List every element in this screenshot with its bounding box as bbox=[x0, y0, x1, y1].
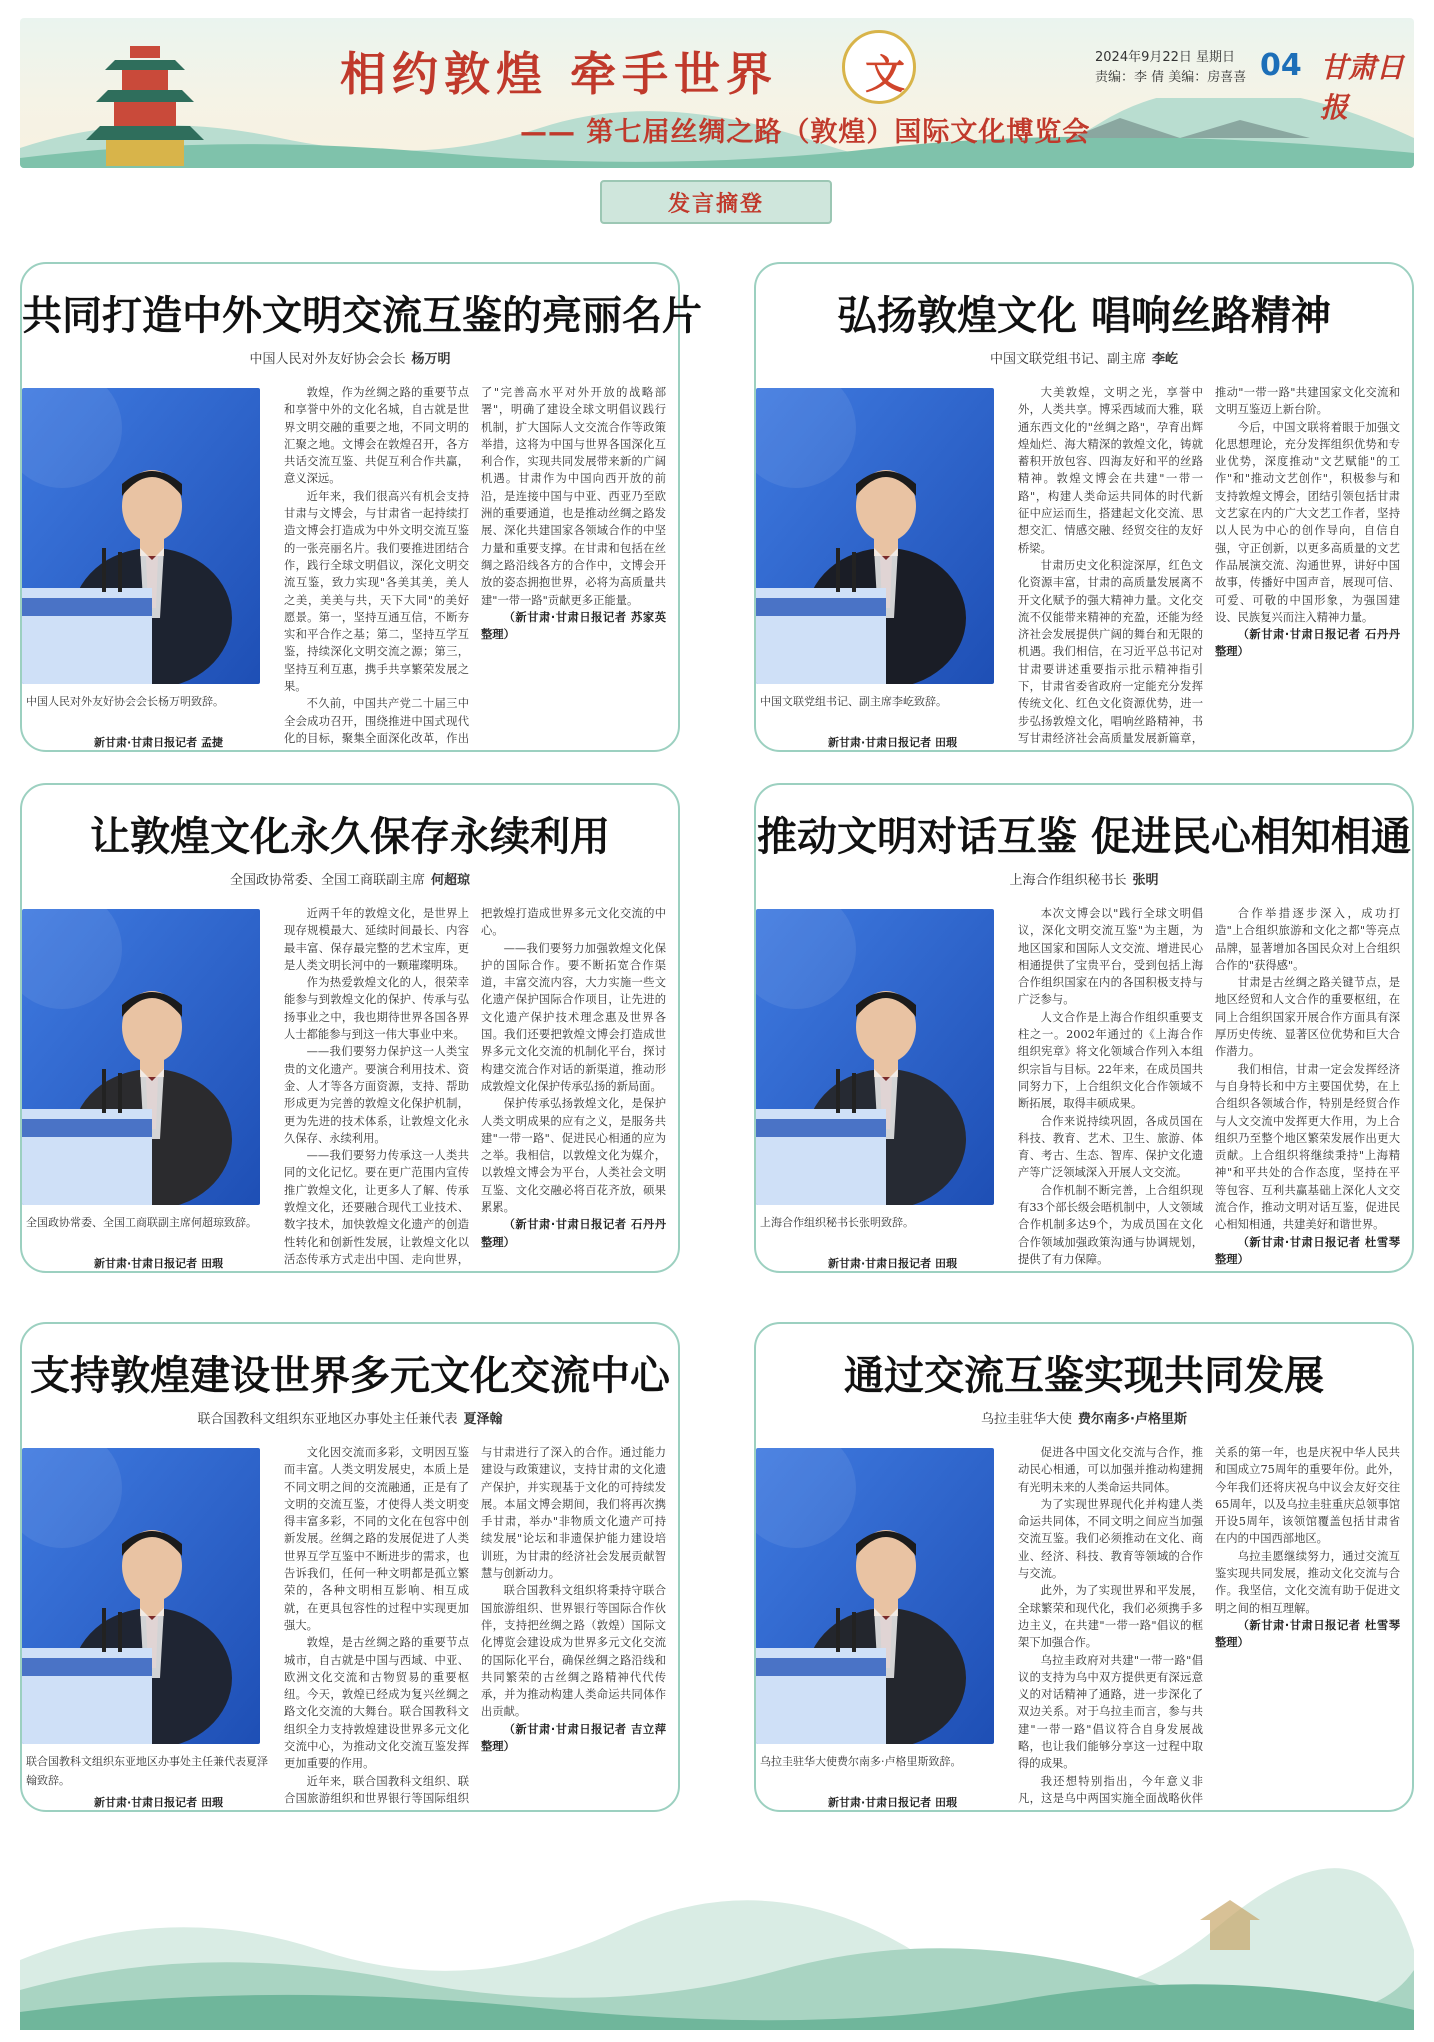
article-panel bbox=[20, 262, 702, 752]
photo-caption: 中国人民对外友好协会会长杨万明致辞。 bbox=[26, 695, 224, 708]
body-paragraph: ——我们要努力加强敦煌文化保护的国际合作。要不断拓宽合作渠道，丰富交流内容，大力实施一些文化遗产保护国际合作项目，让先进的文化遗产保护技术理念惠及世界各国。我们还要把敦煌文博会打造成世界多元文化交流的机制化平台，探讨构建交流合作对话的新渠道，推动形成敦煌文化保护传承弘扬的新局面。 bbox=[481, 941, 666, 1093]
section-label-text: 发言摘登 bbox=[667, 191, 764, 217]
speaker-illustration bbox=[756, 909, 994, 1205]
article-headline: 弘扬敦煌文化 唱响丝路精神 bbox=[837, 293, 1331, 339]
article-body bbox=[284, 1444, 666, 1810]
body-paragraph: 促进各中国文化交流与合作，推动民心相通，可以加强并推动构建拥有光明未来的人类命运共同体。 bbox=[1018, 1446, 1203, 1494]
body-paragraph: 合作来说持续巩固，各成员国在科技、教育、艺术、卫生、旅游、体育、考古、生态、智库、保护文化遗产等广泛领域深入开展人文交流。 bbox=[1018, 1114, 1203, 1180]
body-paragraph: 敦煌，是古丝绸之路的重要节点城市，自古就是中国与西域、中亚、欧洲文化交流和古物贸易的重要枢纽。今天，敦煌已经成为复兴丝绸之路文化交流的大舞台。联合国教科文组织全力支持敦煌建设世界多元文化交流中心，为推动文化交流互鉴发挥更加重要的作用。 bbox=[284, 1636, 469, 1771]
body-paragraph: 乌拉圭政府对共建"一带一路"倡议的支持为乌中双方提供更有深远意义的对话精神了通路，进一步深化了双边关系。对于乌拉圭而言，参与共建"一带一路"倡议符合自身发展战略，也让我们能够分享这一过程中取得的成果。 bbox=[1018, 1653, 1203, 1771]
article-byline bbox=[756, 1408, 1412, 1427]
article-body bbox=[284, 384, 666, 750]
body-paragraph: 文化因交流而多彩，文明因互鉴而丰富。人类文明发展史，本质上是不同文明之间的交流融通，正是有了文明的交流互鉴，才使得人类文明变得丰富多彩，不同的文化在包容中创新发展。丝绸之路的发展促进了人类世界互学互鉴中不断进步的需求，也告诉我们，任何一种文明都是孤立繁荣的，各种文明相互影响、相互成就，在更具包容性的过程中实现更加强大。 bbox=[284, 1446, 469, 1632]
body-paragraph: 甘肃是古丝绸之路关键节点，是地区经贸和人文合作的重要枢纽，在同上合组织国家开展合作方面具有深厚历史传统、显著区位优势和巨大合作潜力。 bbox=[1215, 976, 1400, 1059]
pagoda-illustration bbox=[70, 26, 220, 166]
speaker-photo bbox=[756, 1448, 994, 1744]
body-paragraph: ——我们要努力传承这一人类共同的文化记忆。要在更广范围内宣传推广敦煌文化，让更多人了解、传承敦煌文化，还要融合现代工业技术、数字技术，加快敦煌文化遗产的创造性转化和创新性发展，让敦煌文化以活态传承方式走出中国、走向世界，把敦煌打造成世界多元文化交流的中心。 bbox=[284, 907, 666, 1266]
landscape-footer-illustration bbox=[20, 1840, 1414, 2030]
body-paragraph: 合作机制不断完善，上合组织现有33个部长级会晤机制中，人文领域合作机制多达9个，为成员国在文化合作领域加强政策沟通与协调规划，提供了有力保障。 bbox=[1018, 1183, 1203, 1266]
body-paragraph: 乌拉圭愿继续努力，通过交流互鉴实现共同发展，推动文化交流与合作。我坚信，文化交流有助于促进文明之间的相互理解。 bbox=[1215, 1549, 1400, 1615]
article-headline: 共同打造中外文明交流互鉴的亮丽名片 bbox=[22, 293, 702, 339]
article-panel bbox=[754, 1322, 1414, 1812]
speaker-photo bbox=[756, 388, 994, 684]
body-paragraph: 我们相信，甘肃一定会发挥经济与自身特长和中方主要国优势，在上合组织各领域合作，特别是经贸合作与人文交流中发挥更大作用，为上合组织乃至整个地区繁荣发展作出更大贡献。上合组织将继续秉持"上海精神"和平共处的合作态度，坚持在平等包容、互利共赢基础上深化人文交流合作，推动文明对话互鉴，促进民心相知相通，共建美好和谐世界。 bbox=[1215, 1062, 1400, 1232]
photo-credit: 新甘肃·甘肃日报记者 田瑕 bbox=[828, 736, 958, 749]
article-signoff: （新甘肃·甘肃日报记者 石丹丹 整理） bbox=[481, 1218, 666, 1249]
author-name: 李屹 bbox=[1152, 352, 1179, 367]
speaker-photo bbox=[22, 1448, 260, 1744]
speaker-illustration bbox=[22, 388, 260, 684]
article-body bbox=[1018, 905, 1400, 1271]
body-paragraph: 保护传承弘扬敦煌文化，是保护人类文明成果的应有之义，是服务共建"一带一路"、促进民心相通的应为之举。我相信，以敦煌文化为媒介，以敦煌文博会为平台，人类社会文明互鉴、文化交融必将百花齐放，硕果累累。 bbox=[481, 1097, 666, 1215]
article-body bbox=[284, 905, 666, 1271]
article-byline bbox=[756, 348, 1412, 367]
speaker-photo bbox=[22, 388, 260, 684]
body-paragraph: 本次文博会以"践行全球文明倡议，深化文明交流互鉴"为主题，为地区国家和国际人文交流、增进民心相通提供了宝贵平台，受到包括上海合作组织国家在内的各国积极支持与广泛参与。 bbox=[1018, 907, 1203, 1007]
speaker-illustration bbox=[756, 388, 994, 684]
photo-credit: 新甘肃·甘肃日报记者 田瑕 bbox=[828, 1257, 958, 1270]
author-role: 全国政协常委、全国工商联副主席 bbox=[229, 873, 425, 888]
article-panel bbox=[754, 262, 1414, 752]
editor-credits: 责编：李 倩 美编：房喜喜 bbox=[1095, 70, 1247, 85]
body-paragraph: 甘肃历史文化积淀深厚，红色文化资源丰富，甘肃的高质量发展离不开文化赋予的强大精神力量。文化交流不仅能带来精神的充盈，还能为经济社会发展提供广阔的舞台和无限的机遇。我们相信，在习近平总书记对甘肃要讲述重要指示批示精神指引下，甘肃省委省政府一定能充分发挥传统文化、红色文化资源优势，进一步弘扬敦煌文化，唱响丝路精神，书写甘肃经济社会高质量发展新篇章，推动"一带一路"共建国家文化交流和文明互鉴迈上新台阶。 bbox=[1018, 386, 1400, 745]
author-name: 何超琼 bbox=[431, 873, 471, 888]
photo-caption: 上海合作组织秘书长张明致辞。 bbox=[760, 1216, 914, 1229]
article-signoff: （新甘肃·甘肃日报记者 石丹丹 整理） bbox=[1215, 628, 1400, 659]
body-paragraph: 近年来，联合国教科文组织、联合国旅游组织和世界银行等国际组织与甘肃进行了深入的合作。通过能力建设与政策建议，支持甘肃的文化遗产保护，并实现基于文化的可持续发展。本届文博会期间，我们将再次携手甘肃，举办"非物质文化遗产可持续发展"论坛和非遗保护能力建设培训班，为甘肃的经济社会发展贡献智慧与创新动力。 bbox=[284, 1446, 666, 1805]
author-role: 联合国教科文组织东亚地区办事处主任兼代表 bbox=[197, 1412, 458, 1427]
photo-caption: 中国文联党组书记、副主席李屹致辞。 bbox=[760, 695, 947, 708]
author-role: 乌拉圭驻华大使 bbox=[981, 1412, 1073, 1427]
body-paragraph: 联合国教科文组织将秉持守联合国旅游组织、世界银行等国际合作伙伴，支持把丝绸之路（敦煌）国际文化博览会建设成为世界多元文化交流的国际化平台，确保丝绸之路沿线和共同繁荣的古丝绸之路精神代代传承，并为推动构建人类命运共同体作出贡献。 bbox=[481, 1584, 666, 1719]
article-byline bbox=[22, 1408, 678, 1427]
author-name: 杨万明 bbox=[411, 352, 451, 367]
newspaper-name: 甘肃日报 bbox=[1320, 51, 1405, 124]
speaker-illustration bbox=[22, 1448, 260, 1744]
body-paragraph: 人文合作是上海合作组织重要支柱之一。2002年通过的《上海合作组织宪章》将文化领域合作列入本组织宗旨与目标。22年来，在成员国共同努力下，上合组织文化合作领域不断拓展，取得丰硕成果。 bbox=[1018, 1010, 1203, 1111]
article-headline: 支持敦煌建设世界多元文化交流中心 bbox=[30, 1353, 670, 1399]
article-headline: 推动文明对话互鉴 促进民心相知相通 bbox=[757, 814, 1411, 860]
masthead-banner bbox=[20, 18, 1414, 168]
body-paragraph: 为了实现世界现代化并构建人类命运共同体，不同文明之间应当加强交流互鉴。我们必须推动在文化、商业、经济、科技、教育等领域的合作与交流。 bbox=[1018, 1497, 1203, 1581]
body-paragraph: 不久前，中国共产党二十届三中全会成功召开，围绕推进中国式现代化的目标，聚集全面深化改革，作出了"完善高水平对外开放的战略部署"，明确了建设全球文明倡议践行机制，扩大国际人文交流合作等政策举措，这将为中国与世界各国深化互利合作，实现共同发展带来新的广阔机遇。甘肃作为中国向西开放的前沿，是连接中国与中亚、西亚乃至欧洲的重要通道，也是推动丝绸之路发展、深化共建国家各领域合作的中坚力量和重要支撑。在甘肃和包括在丝绸之路沿线各方的合作中，文博会开放的姿态拥抱世界，必将为高质量共建"一带一路"贡献更多正能量。 bbox=[284, 386, 666, 745]
article-headline: 让敦煌文化永久保存永续利用 bbox=[90, 814, 610, 860]
article-byline bbox=[756, 869, 1412, 888]
speaker-illustration bbox=[756, 1448, 994, 1744]
photo-caption: 联合国教科文组织东亚地区办事处主任兼代表夏泽翰致辞。 bbox=[26, 1755, 268, 1787]
body-paragraph: 大美敦煌，文明之光，享誉中外，人类共享。博采西域而大雅，联通东西文化的"丝绸之路"，孕育出辉煌灿烂、海大精深的敦煌文化，铸就蓄积开放包容、四海友好和平的丝路精神。敦煌文博会在共建"一带一路"，构建人类命运共同体的时代新征中应运而生，搭建起文化交流、思想交汇、情感交融、经贸交往的友好桥梁。 bbox=[1018, 386, 1203, 555]
article-signoff: （新甘肃·甘肃日报记者 苏家英 整理） bbox=[481, 610, 666, 642]
speaker-photo bbox=[22, 909, 260, 1205]
author-role: 上海合作组织秘书长 bbox=[1009, 873, 1127, 888]
article-signoff: （新甘肃·甘肃日报记者 杜雪琴 整理） bbox=[1215, 1235, 1400, 1266]
author-name: 夏泽翰 bbox=[463, 1412, 503, 1427]
article-signoff: （新甘肃·甘肃日报记者 杜雪琴 整理） bbox=[1215, 1618, 1400, 1650]
author-role: 中国文联党组书记、副主席 bbox=[989, 352, 1146, 367]
banner-subtitle: —— 第七届丝绸之路（敦煌）国际文化博览会 bbox=[520, 117, 1091, 148]
page-number: 04 bbox=[1260, 48, 1302, 83]
body-paragraph: 作为热爱敦煌文化的人，很荣幸能参与到敦煌文化的保护、传承与弘扬事业之中，我也期待世界各国各界人士都能参与到这一伟大事业中来。 bbox=[284, 976, 469, 1042]
article-panel bbox=[20, 1322, 680, 1812]
photo-credit: 新甘肃·甘肃日报记者 田瑕 bbox=[94, 1257, 224, 1270]
body-paragraph: 我还想特别指出，今年意义非凡，这是乌中两国实施全面战略伙伴关系的第一年，也是庆祝中华人民共和国成立75周年的重要年份。此外，今年我们还将庆祝乌中议会友好交往65周年，以及乌拉圭驻重庆总领事馆开设5周年，该领馆覆盖包括甘肃省在内的中国西部地区。 bbox=[1018, 1446, 1400, 1805]
author-role: 中国人民对外友好协会会长 bbox=[249, 352, 406, 367]
body-paragraph: 近两千年的敦煌文化，是世界上现存规模最大、延续时间最长、内容最丰富、保存最完整的艺术宝库，更是人类文明长河中的一颗璀璨明珠。 bbox=[284, 907, 469, 972]
article-panel bbox=[754, 783, 1414, 1273]
article-byline bbox=[22, 348, 678, 367]
author-name: 张明 bbox=[1132, 873, 1159, 888]
article-byline bbox=[22, 869, 678, 888]
section-label bbox=[600, 180, 832, 224]
speaker-photo bbox=[756, 909, 994, 1205]
body-paragraph: 此外，为了实现世界和平发展，全球繁荣和现代化，我们必须携手多边主义，在共建"一带一路"倡议的框架下加强合作。 bbox=[1018, 1584, 1203, 1650]
author-name: 费尔南多·卢格里斯 bbox=[1078, 1412, 1187, 1427]
article-body bbox=[1018, 1444, 1400, 1810]
photo-credit: 新甘肃·甘肃日报记者 田瑕 bbox=[828, 1796, 958, 1809]
article-panel bbox=[20, 783, 680, 1273]
body-paragraph: 合作举措逐步深入，成功打造"上合组织旅游和文化之都"等亮点品牌，显著增加各国民众对上合组织合作的"获得感"。 bbox=[1215, 907, 1400, 972]
article-signoff: （新甘肃·甘肃日报记者 吉立萍 整理） bbox=[481, 1722, 666, 1754]
article-body bbox=[1018, 384, 1400, 750]
body-paragraph: ——我们要努力保护这一人类宝贵的文化遗产。要演合利用技术、资金、人才等各方面资源，支持、帮助形成更为完善的敦煌文化保护机制，更为先进的技术体系，让敦煌文化永久保存、永续利用。 bbox=[284, 1045, 469, 1145]
photo-credit: 新甘肃·甘肃日报记者 田瑕 bbox=[94, 1796, 224, 1809]
issue-date: 2024年9月22日 星期日 bbox=[1095, 50, 1236, 65]
photo-credit: 新甘肃·甘肃日报记者 孟捷 bbox=[94, 736, 224, 749]
banner-title: 相约敦煌 牵手世界 bbox=[340, 47, 779, 101]
body-paragraph: 敦煌，作为丝绸之路的重要节点和享誉中外的文化名城，自古就是世界文明交融的重要之地，不同文明的汇聚之地。文博会在敦煌召开，各方共话交流互鉴、共促互利合作共赢，意义深远。 bbox=[284, 386, 469, 486]
photo-caption: 乌拉圭驻华大使费尔南多·卢格里斯致辞。 bbox=[760, 1755, 962, 1768]
body-paragraph: 今后，中国文联将着眼于加强文化思想理论，充分发挥组织优势和专业优势，深度推动"文艺赋能"的工作"和"推动文艺创作"，积极参与和支持敦煌文博会，团结引领包括甘肃文艺家在内的广大文艺工作者，坚持以人民为中心的创作导向，自信自强，守正创新，以更多高质量的文艺作品展演交流、沟通世界，讲好中国故事，传播好中国声音，展现可信、可爱、可敬的中国形象，为强国建设、民族复兴而注入精神力量。 bbox=[1215, 420, 1400, 624]
speaker-illustration bbox=[22, 909, 260, 1205]
article-headline: 通过交流互鉴实现共同发展 bbox=[844, 1353, 1324, 1399]
expo-logo: 文 bbox=[842, 30, 916, 104]
body-paragraph: 近年来，我们很高兴有机会支持甘肃与文博会，与甘肃省一起持续打造文博会打造成为中外文明交流互鉴的一张亮丽名片。我们要推进团结合作，践行全球文明倡议，深化文明交流互鉴，致力实现"各美其美，美人之美，美美与共，天下大同"的美好愿景。第一，坚持互通互信，不断夯实和平合作之基；第二，坚持互学互鉴，持续深化文明交流之源；第三，坚持互利互惠，携手共享繁荣发展之果。 bbox=[284, 489, 469, 694]
photo-caption: 全国政协常委、全国工商联副主席何超琼致辞。 bbox=[26, 1216, 257, 1229]
